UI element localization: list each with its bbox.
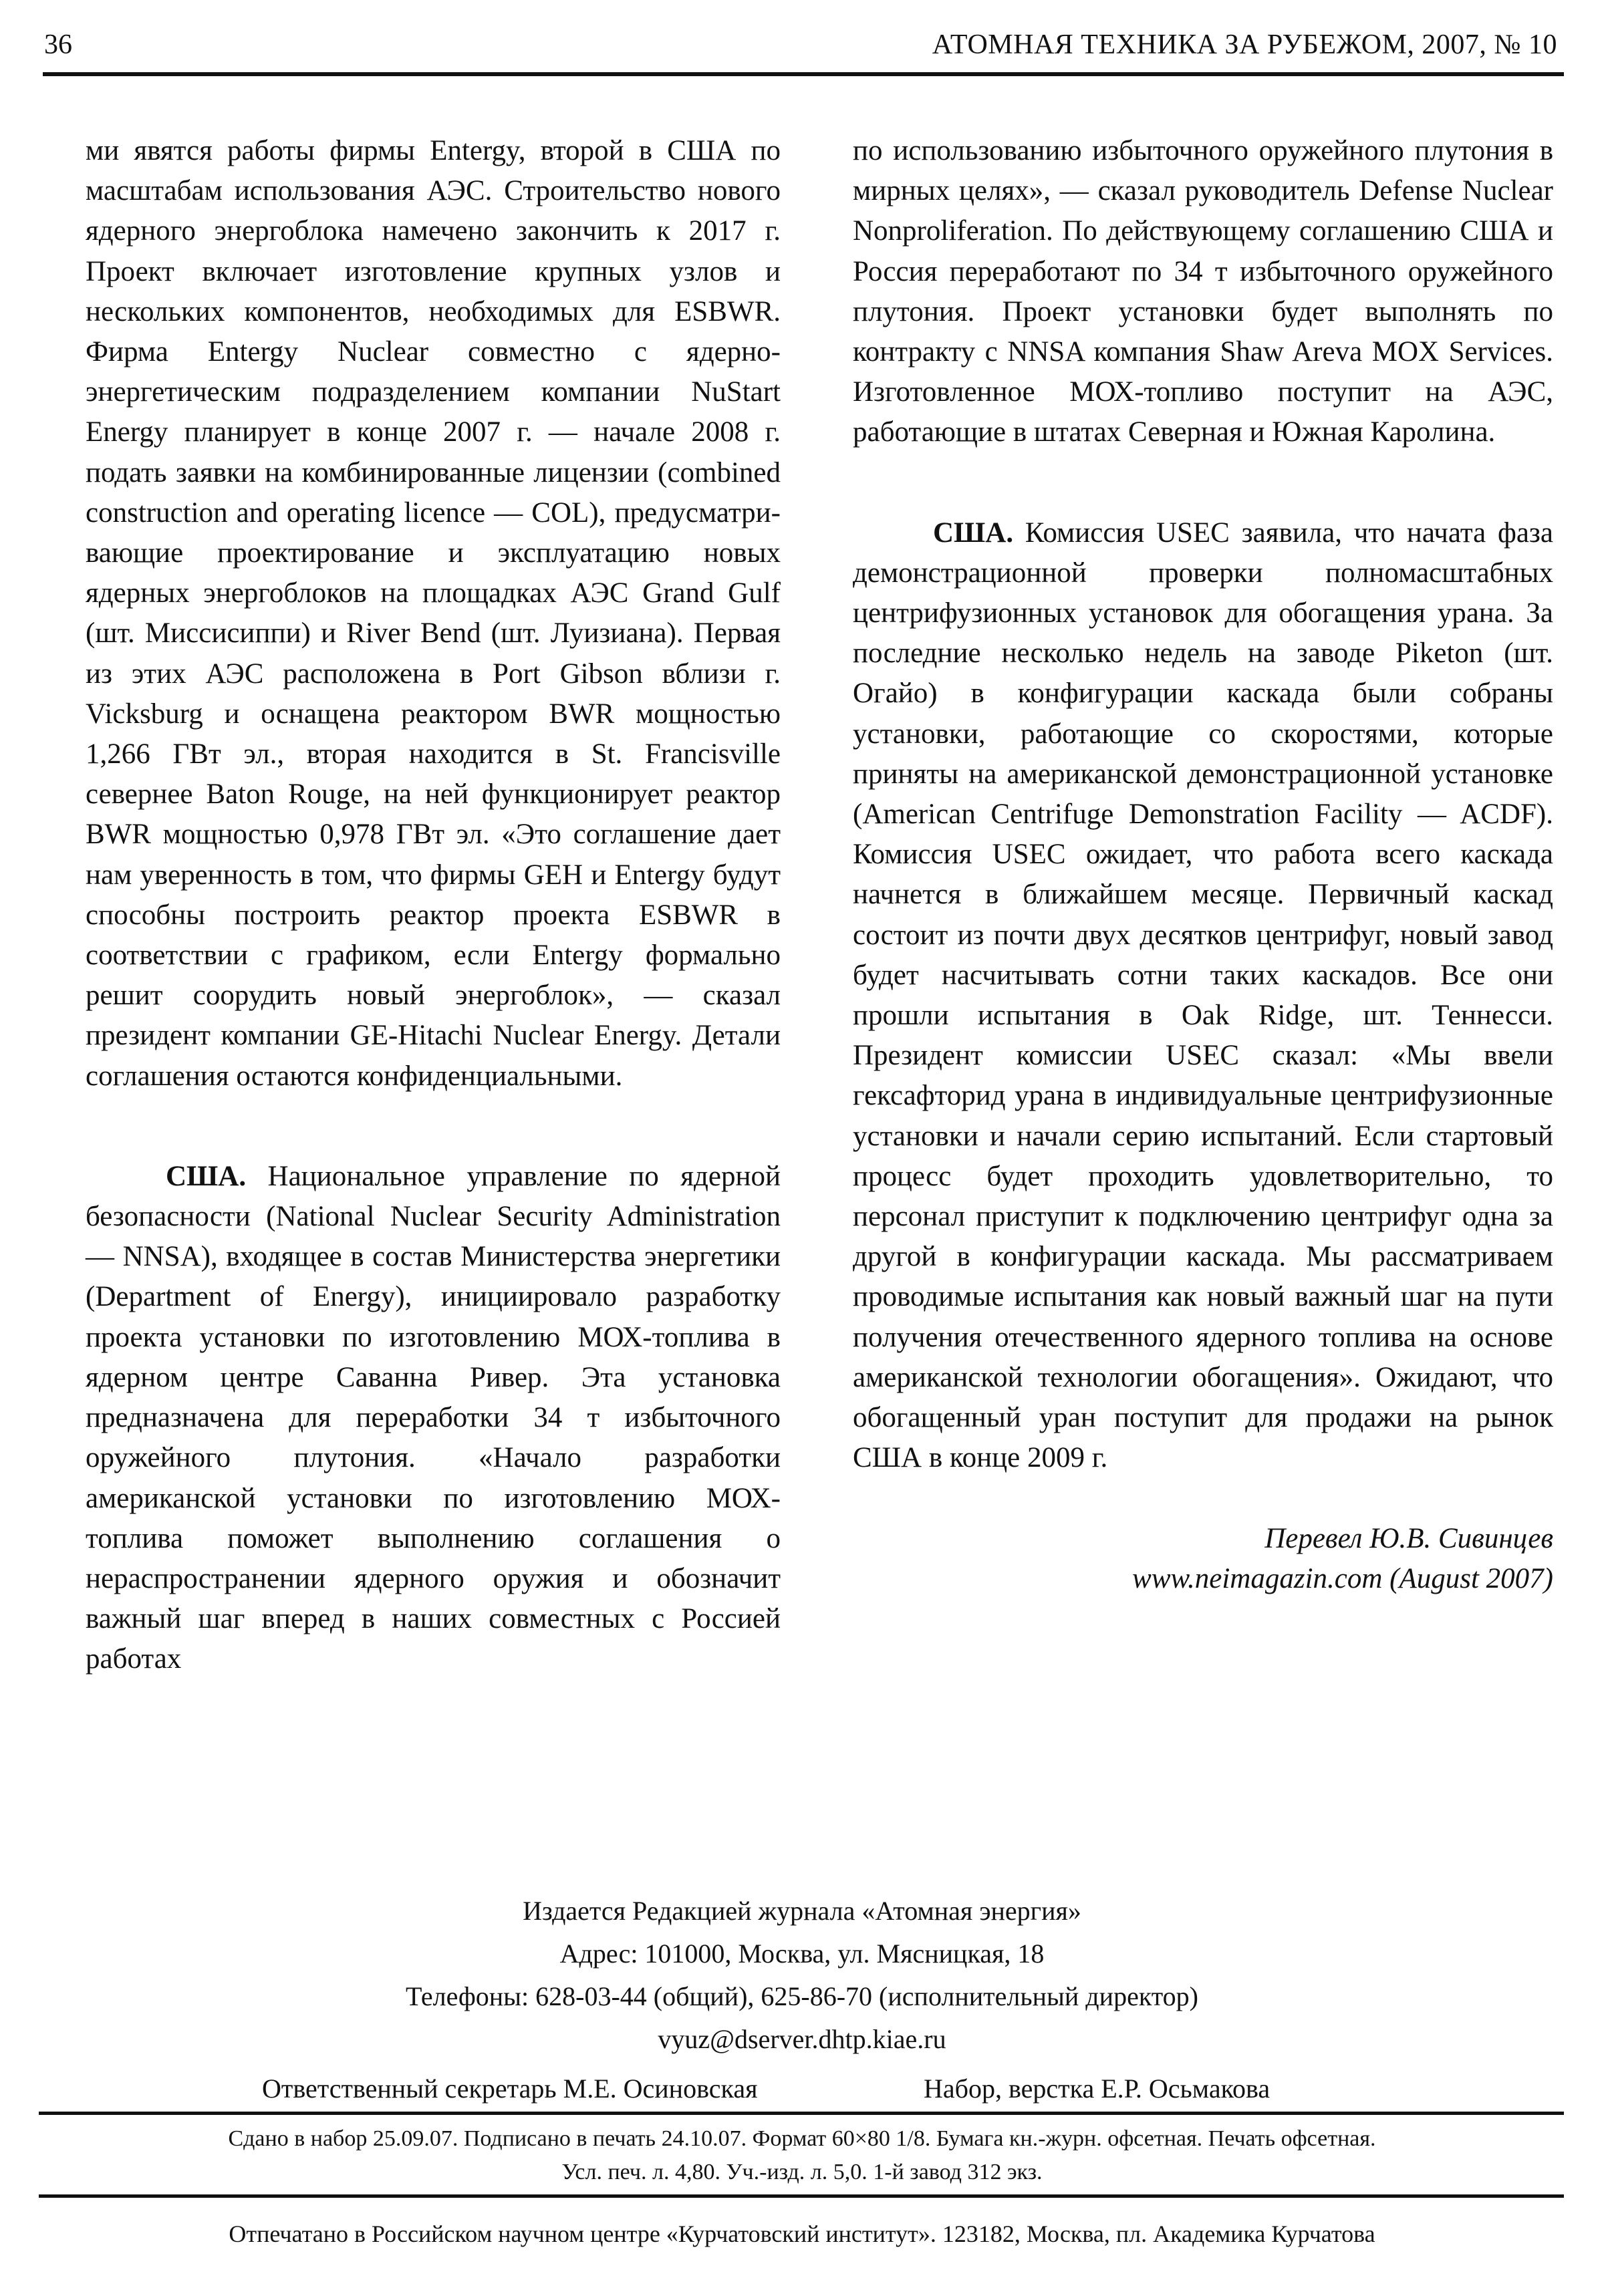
left-column [86,131,781,1680]
email-line: vyuz@dserver.dhtp.kiae.ru [658,2024,946,2054]
left-paragraph-2 [86,1157,781,1680]
country-lead: США. [933,517,1014,549]
print-info [0,2122,1604,2189]
left-paragraph-2-body: Национальное управление по ядерной безопасности (National Nuclear Security Administration — NNSA), входящее в состав Министерства энергетики (Department of Energy), инициировало разработку проекта установки по изготовлению МОХ-топлива в ядерном центре Саванна Ривер. Эта установка предназначена для переработки 34 т избыточного оружейного плутония. «Начало разработки американской установки по изготовлению МОХ-топлива поможет выполнению соглашения о нераспространении ядерного оружия и обозначит важный шаг вперед в наших совместных с Россией работах [86,1160,781,1675]
paragraph-gap [853,453,1553,513]
typesetting-credit: Набор, верстка Е.Р. Осьмакова [924,2073,1271,2104]
staff-line [0,2067,1604,2110]
right-paragraph-1: по использованию избыточного оружейного плутония в мирных целях», — сказал руководитель Defense Nuclear Nonproliferation. По действующему соглашению США и Россия переработают по 34 т избыточного оружейного плутония. Проект установки будет выполнять по контракту с NNSA компания Shaw Areva MOX Services. Изготовленное МОХ-топливо поступит на АЭС, работающие в штатах Северная и Южная Каролина. [853,135,1553,448]
source-credit: www.neimagazin.com (August 2007) [1132,1562,1553,1594]
phones-line: Телефоны: 628-03-44 (общий), 625-86-70 (исполнительный директор) [405,1981,1198,2011]
paragraph-gap [86,1097,781,1157]
right-paragraph-2-body: Комиссия USEC заявила, что начата фаза демонстрационной проверки полномасштабных центрифузионных установок для обогащения урана. За последние несколько недель на заводе Piketon (шт. Огайо) в конфигурации каскада были собраны установки, работающие со скоростями, которые приняты на американской демонстрационной установке (American Centrifuge Demonstration Facility — ACDF). Комиссия USEC ожидает, что работа всего каскада начнется в ближайшем месяце. Первичный каскад состоит из почти двух десятков центрифуг, новый завод будет насчитывать сотни таких каскадов. Все они прошли испытания в Oak Ridge, шт. Теннесси. Президент комиссии USEC сказал: «Мы ввели гексафторид урана в индивидуальные центрифузионные установки и начали серию испытаний. Если стартовый процесс будет проходить удовлетворительно, то персонал приступит к подключению центрифуг одна за другой в конфигурации каскада. Мы рассматриваем проводимые испытания как новый важный шаг на пути получения отечественного ядерного топлива на основе американской технологии обогащения». Ожидают, что обогащенный уран поступит для продажи на рынок США в конце 2009 г. [853,517,1553,1474]
journal-running-title: АТОМНАЯ ТЕХНИКА ЗА РУБЕЖОМ, 2007, № 10 [932,29,1557,60]
footer-rule-top [39,2112,1564,2115]
print-info-line-1: Сдано в набор 25.09.07. Подписано в печать 24.10.07. Формат 60×80 1/8. Бумага кн.-журн. офсетная. Печать офсетная. [228,2126,1376,2151]
right-paragraph-2 [853,513,1553,1479]
right-column [853,131,1553,1599]
left-paragraph-1: ми явятся работы фирмы Entergy, второй в США по масштабам использования АЭС. Строительство нового ядерного энергоблока намечено закончить к 2017 г. Проект включает изготовление крупных узлов и нескольких компонентов, необходимых для ESBWR. Фирма Entergy Nuclear совместно с ядерно-энергетическим подразделением компании NuStart Energy планирует в конце 2007 г. — начале 2008 г. подать заявки на комбинированные лицензии (combined construction and operating licence — COL), предусматривающие проектирование и эксплуатацию новых ядерных энергоблоков на площадках АЭС Grand Gulf (шт. Миссисиппи) и River Bend (шт. Луизиана). Первая из этих АЭС расположена в Port Gibson вблизи г. Vicksburg и оснащена реактором BWR мощностью 1,266 ГВт эл., вторая находится в St. Francisville севернее Baton Rouge, на ней функционирует реактор BWR мощностью 0,978 ГВт эл. «Это соглашение дает нам уверенность в том, что фирмы GEH и Entergy будут способны построить реактор проекта ESBWR в соответствии с графиком, если Entergy формально решит соорудить новый энергоблок», — сказал президент компании GE-Hitachi Nuclear Energy. Детали соглашения остаются конфиденциальными. [86,135,781,1092]
printed-by-line: Отпечатано в Российском научном центре «Курчатовский институт». 123182, Москва, пл. Академика Курчатова [229,2220,1375,2247]
footer-rule-bottom [39,2194,1564,2198]
secretary-credit: Ответственный секретарь М.Е. Осиновская [262,2073,758,2104]
page-number: 36 [44,29,72,60]
imprint-block [0,1890,1604,2110]
translator-credit: Перевел Ю.В. Сивинцев [1264,1522,1553,1554]
header-rule [43,72,1564,76]
address-line: Адрес: 101000, Москва, ул. Мясницкая, 18 [559,1939,1045,1969]
publisher-line: Издается Редакцией журнала «Атомная энергия» [523,1896,1081,1926]
print-info-line-2: Усл. печ. л. 4,80. Уч.-изд. л. 5,0. 1-й завод 312 экз. [561,2160,1043,2184]
country-lead: США. [166,1160,247,1192]
